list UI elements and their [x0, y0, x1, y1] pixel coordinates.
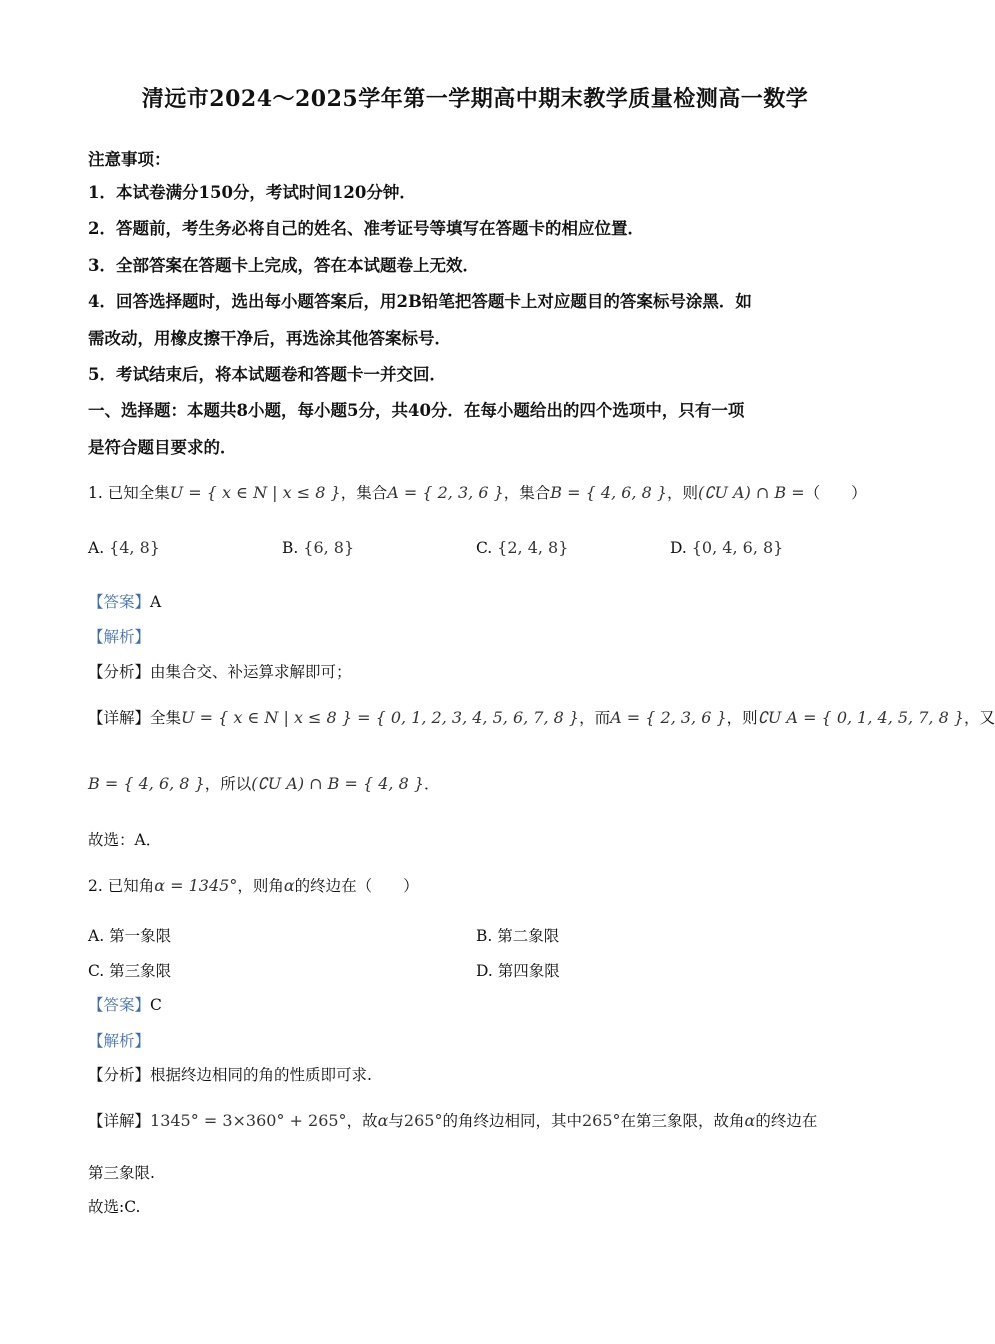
q1-detail-result: (∁U A) ∩ B = { 4, 8 } — [251, 774, 425, 793]
q2-fenxi: 【分析】根据终边相同的角的性质即可求. — [88, 1066, 372, 1084]
q1-text: 1. 已知全集 — [88, 484, 170, 502]
q2-detail-cont: 第三象限. — [88, 1164, 155, 1182]
q2-option-a: A. 第一象限 — [88, 927, 172, 945]
q1-detail-set-b: B = { 4, 6, 8 } — [88, 774, 205, 793]
q2-detail-equation: 1345° = 3×360° + 265° — [150, 1111, 347, 1130]
answer-value: A — [150, 593, 162, 611]
q1-option-a: A. {4, 8} — [88, 538, 160, 557]
q2-choose: 故选:C. — [88, 1198, 141, 1216]
q2-answer — [88, 993, 162, 1015]
q1-analysis-tag: 【解析】 — [88, 628, 151, 646]
q1-option-d: D. {0, 4, 6, 8} — [670, 538, 784, 557]
q1-text: ，则 — [667, 484, 699, 502]
q1-fenxi: 【分析】由集合交、补运算求解即可； — [88, 663, 352, 681]
q1-set-b: B = { 4, 6, 8 } — [550, 483, 668, 502]
answer-tag: 【答案】 — [88, 593, 151, 611]
q1-text: ，集合 — [503, 484, 551, 502]
notice-item-4: 4．回答选择题时，选出每小题答案后，用2B铅笔把答题卡上对应题目的答案标号涂黑．如 — [88, 292, 752, 311]
notice-item-5: 5．考试结束后，将本试题卷和答题卡一并交回． — [88, 365, 446, 384]
q1-detail-universal: U = { x ∈ N | x ≤ 8 } = { 0, 1, 2, 3, 4, 5, 6, 7, 8 } — [181, 708, 580, 727]
answer-tag: 【答案】 — [88, 996, 151, 1014]
q1-detail-set-a: A = { 2, 3, 6 } — [610, 708, 727, 727]
answer-value: C — [150, 996, 162, 1014]
q1-detail-complement: ∁U A = { 0, 1, 4, 5, 7, 8 } — [757, 708, 965, 727]
q1-universal-set: U = { x ∈ N | x ≤ 8 } — [169, 483, 341, 502]
q1-bracket: （ ） — [804, 484, 867, 502]
section-heading: 一、选择题：本题共8小题，每小题5分，共40分．在每小题给出的四个选项中，只有一项 — [88, 401, 745, 420]
q1-detail: 【详解】全集U = { x ∈ N | x ≤ 8 } = { 0, 1, 2, 3, 4, 5, 6, 7, 8 }，而A = { 2, 3, 6 }，则∁U A = { 0, 1, 4, 5, 7, 8 }，又 — [88, 708, 995, 727]
q1-expression: (∁U A) ∩ B = — [698, 483, 805, 502]
notice-item-4-cont: 需改动，用橡皮擦干净后，再选涂其他答案标号． — [88, 329, 451, 348]
page-title: 清远市2024～2025学年第一学期高中期末教学质量检测高一数学 — [141, 86, 809, 112]
section-heading-cont: 是符合题目要求的． — [88, 438, 237, 457]
q2-detail: 【详解】1345° = 3×360° + 265°，故α与265°的角终边相同，其中265°在第三象限，故角α的终边在 — [88, 1111, 818, 1130]
q2-alpha: α — [283, 876, 295, 895]
q2-stem: 2. 已知角α = 1345°，则角α的终边在（ ） — [88, 876, 419, 895]
notice-item-1: 1．本试卷满分150分，考试时间120分钟． — [88, 183, 416, 202]
q1-set-a: A = { 2, 3, 6 } — [387, 483, 504, 502]
q1-option-b: B. {6, 8} — [282, 538, 355, 557]
q1-answer — [88, 590, 161, 612]
q1-text: ，集合 — [340, 484, 388, 502]
notice-item-2: 2．答题前，考生务必将自己的姓名、准考证号等填写在答题卡的相应位置． — [88, 219, 644, 238]
q1-detail-cont: B = { 4, 6, 8 }，所以(∁U A) ∩ B = { 4, 8 }． — [88, 774, 440, 793]
notice-heading: 注意事项： — [88, 150, 171, 169]
q2-angle: α = 1345° — [154, 876, 238, 895]
notice-item-3: 3．全部答案在答题卡上完成，答在本试题卷上无效． — [88, 256, 479, 275]
q2-option-b: B. 第二象限 — [476, 927, 560, 945]
q2-analysis-tag: 【解析】 — [88, 1032, 151, 1050]
q1-option-c: C. {2, 4, 8} — [476, 538, 569, 557]
q1-stem — [88, 481, 867, 503]
q2-option-c: C. 第三象限 — [88, 962, 172, 980]
q2-option-d: D. 第四象限 — [476, 962, 560, 980]
q1-choose: 故选：A． — [88, 831, 162, 849]
